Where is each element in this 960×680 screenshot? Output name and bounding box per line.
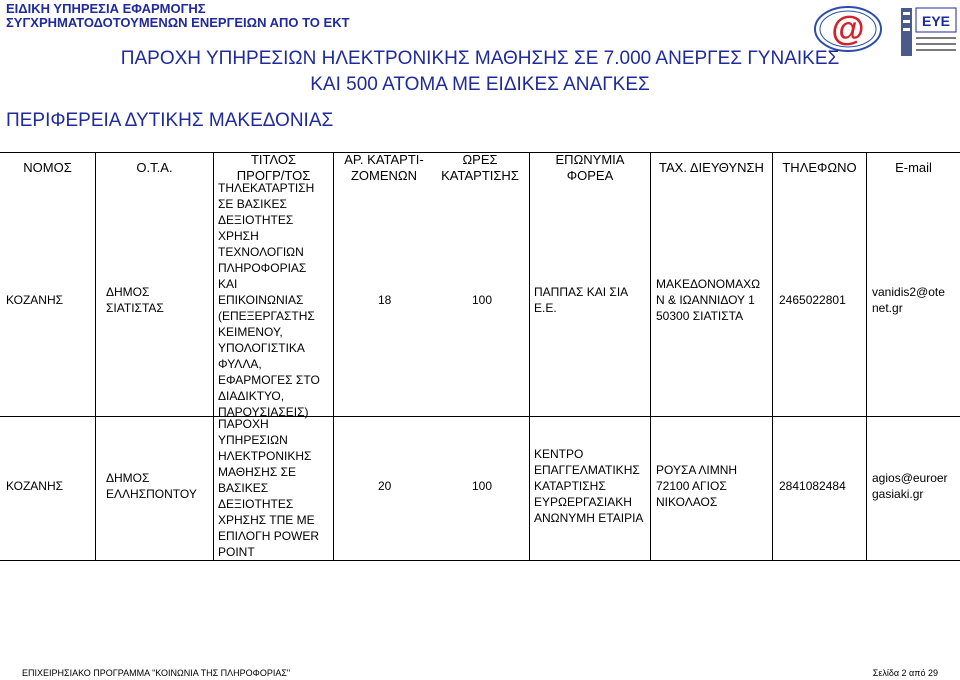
col-header-ar-katart: ΑΡ. ΚΑΤΑΡΤΙ- ΖΟΜΕΝΩΝ	[344, 152, 424, 183]
col-divider	[866, 152, 867, 560]
cell-ota: ΔΗΜΟΣ ΕΛΛΗΣΠΟΝΤΟΥ	[106, 471, 197, 501]
col-divider	[333, 152, 334, 560]
col-header-ores: ΩΡΕΣ ΚΑΤΑΡΤΙΣΗΣ	[441, 152, 519, 183]
footer-program: ΕΠΙΧΕΙΡΗΣΙΑΚΟ ΠΡΟΓΡΑΜΜΑ "ΚΟΙΝΩΝΙΑ ΤΗΣ ΠΛΗΡΟΦΟΡΙΑΣ"	[22, 668, 291, 678]
titlos-line: ΥΠΗΡΕΣΙΩΝ	[218, 433, 288, 447]
titlos-line: ΜΑΘΗΣΗΣ ΣΕ	[218, 465, 297, 479]
cell-tilefono: 2841082484	[779, 479, 846, 493]
agency-name-line1: ΕΙΔΙΚΗ ΥΠΗΡΕΣΙΑ ΕΦΑΡΜΟΓΗΣ	[6, 1, 206, 16]
page-number: Σελίδα 2 από 29	[872, 668, 938, 678]
titlos-line: ΤΕΧΝΟΛΟΓΙΩΝ	[218, 245, 304, 259]
col-header-nomos: ΝΟΜΟΣ	[23, 160, 72, 175]
titlos-line: ΚΕΙΜΕΝΟΥ,	[218, 325, 283, 339]
col-divider	[772, 152, 773, 560]
titlos-line: ΗΛΕΚΤΡΟΝΙΚΗΣ	[218, 449, 312, 463]
cell-dieythynsi: ΡΟΥΣΑ ΛΙΜΝΗ 72100 ΑΓΙΟΣ ΝΙΚΟΛΑΟΣ	[656, 463, 738, 509]
at-sign-logo	[812, 4, 884, 54]
titlos-line: ΠΛΗΡΟΦΟΡΙΑΣ	[218, 261, 307, 275]
titlos-line: ΦΥΛΛΑ,	[218, 357, 262, 371]
col-divider	[95, 152, 96, 560]
cell-email[interactable]: vanidis2@ote net.gr	[872, 285, 945, 315]
titlos-line: ΕΠΙΚΟΙΝΩΝΙΑΣ	[218, 293, 304, 307]
cell-titlos	[218, 416, 319, 560]
table-border-bottom	[0, 560, 960, 561]
titlos-line: ΧΡΗΣΗΣ ΤΠΕ ΜΕ	[218, 513, 315, 527]
titlos-line: ΣΕ ΒΑΣΙΚΕΣ	[218, 197, 287, 211]
page-title-line2: ΚΑΙ 500 ΑΤΟΜΑ ΜΕ ΕΙΔΙΚΕΣ ΑΝΑΓΚΕΣ	[310, 74, 650, 95]
titlos-line: ΚΑΙ	[218, 277, 238, 291]
cell-eponymia: ΠΑΠΠΑΣ ΚΑΙ ΣΙΑ Ε.Ε.	[534, 285, 629, 315]
titlos-line: ΕΦΑΡΜΟΓΕΣ ΣΤΟ	[218, 373, 320, 387]
cell-titlos	[218, 180, 320, 420]
col-header-dieythynsi: ΤΑΧ. ΔΙΕΥΘΥΝΣΗ	[659, 160, 764, 175]
col-header-ota: Ο.Τ.Α.	[136, 160, 173, 175]
svg-text:@: @	[831, 10, 865, 48]
cell-ores: 100	[472, 293, 493, 307]
titlos-line: ΔΕΞΙΟΤΗΤΕΣ	[218, 497, 294, 511]
eye-logo-text: ΕΥΕ	[921, 13, 951, 29]
cell-ota: ΔΗΜΟΣ ΣΙΑΤΙΣΤΑΣ	[106, 285, 164, 315]
cell-ores: 100	[472, 479, 493, 493]
cell-ar-katart: 20	[378, 479, 392, 493]
cell-nomos: ΚΟΖΑΝΗΣ	[6, 479, 64, 493]
cell-ar-katart: 18	[378, 293, 392, 307]
titlos-line: ΔΙΑΔΙΚΤΥΟ,	[218, 389, 285, 403]
col-divider	[650, 152, 651, 560]
col-header-eponymia: ΕΠΩΝΥΜΙΑ ΦΟΡΕΑ	[555, 152, 625, 183]
region-heading: ΠΕΡΙΦΕΡΕΙΑ ΔΥΤΙΚΗΣ ΜΑΚΕΔΟΝΙΑΣ	[6, 110, 334, 131]
titlos-line: ΤΗΛΕΚΑΤΑΡΤΙΣΗ	[218, 181, 315, 195]
titlos-line: (ΕΠΕΞΕΡΓΑΣΤΗΣ	[218, 309, 315, 323]
titlos-line: ΥΠΟΛΟΓΙΣΤΙΚΑ	[218, 341, 305, 355]
col-header-titlos: ΤΙΤΛΟΣ ΠΡΟΓΡ/ΤΟΣ	[236, 152, 311, 183]
titlos-line: ΠΑΡΟΧΗ	[218, 417, 269, 431]
agency-name-line2: ΣΥΓΧΡΗΜΑΤΟΔΟΤΟΥΜΕΝΩΝ ΕΝΕΡΓΕΙΩΝ ΑΠΟ ΤΟ ΕΚΤ	[6, 15, 350, 30]
titlos-line: ΒΑΣΙΚΕΣ	[218, 481, 269, 495]
cell-dieythynsi: ΜΑΚΕΔΟΝΟΜΑΧΩ Ν & ΙΩΑΝΝΙΔΟΥ 1 50300 ΣΙΑΤΙΣΤΑ	[656, 277, 761, 323]
row-divider	[0, 416, 960, 417]
cell-tilefono: 2465022801	[779, 293, 846, 307]
col-divider	[529, 152, 530, 560]
cell-email[interactable]: agios@euroer gasiaki.gr	[872, 471, 948, 501]
titlos-line: ΠΑΡΟΥΣΙΑΣΕΙΣ)	[218, 405, 309, 419]
col-header-email: E-mail	[895, 160, 932, 175]
cell-nomos: ΚΟΖΑΝΗΣ	[6, 293, 64, 307]
col-divider	[213, 152, 214, 560]
titlos-line: POINT	[218, 545, 255, 559]
page-title-line1: ΠΑΡΟΧΗ ΥΠΗΡΕΣΙΩΝ ΗΛΕΚΤΡΟΝΙΚΗΣ ΜΑΘΗΣΗΣ ΣΕ 7.000 ΑΝΕΡΓΕΣ ΓΥΝΑΙΚΕΣ	[120, 48, 840, 69]
titlos-line: ΧΡΗΣΗ	[218, 229, 259, 243]
col-header-tilefono: ΤΗΛΕΦΩΝΟ	[782, 160, 857, 175]
cell-eponymia: ΚΕΝΤΡΟ ΕΠΑΓΓΕΛΜΑΤΙΚΗΣ ΚΑΤΑΡΤΙΣΗΣ ΕΥΡΩΕΡΓΑΣΙΑΚΗ ΑΝΩΝΥΜΗ ΕΤΑΙΡΙΑ	[534, 447, 644, 525]
titlos-line: ΔΕΞΙΟΤΗΤΕΣ	[218, 213, 294, 227]
titlos-line: ΕΠΙΛΟΓΗ POWER	[218, 529, 320, 543]
eye-agency-logo	[900, 4, 958, 60]
